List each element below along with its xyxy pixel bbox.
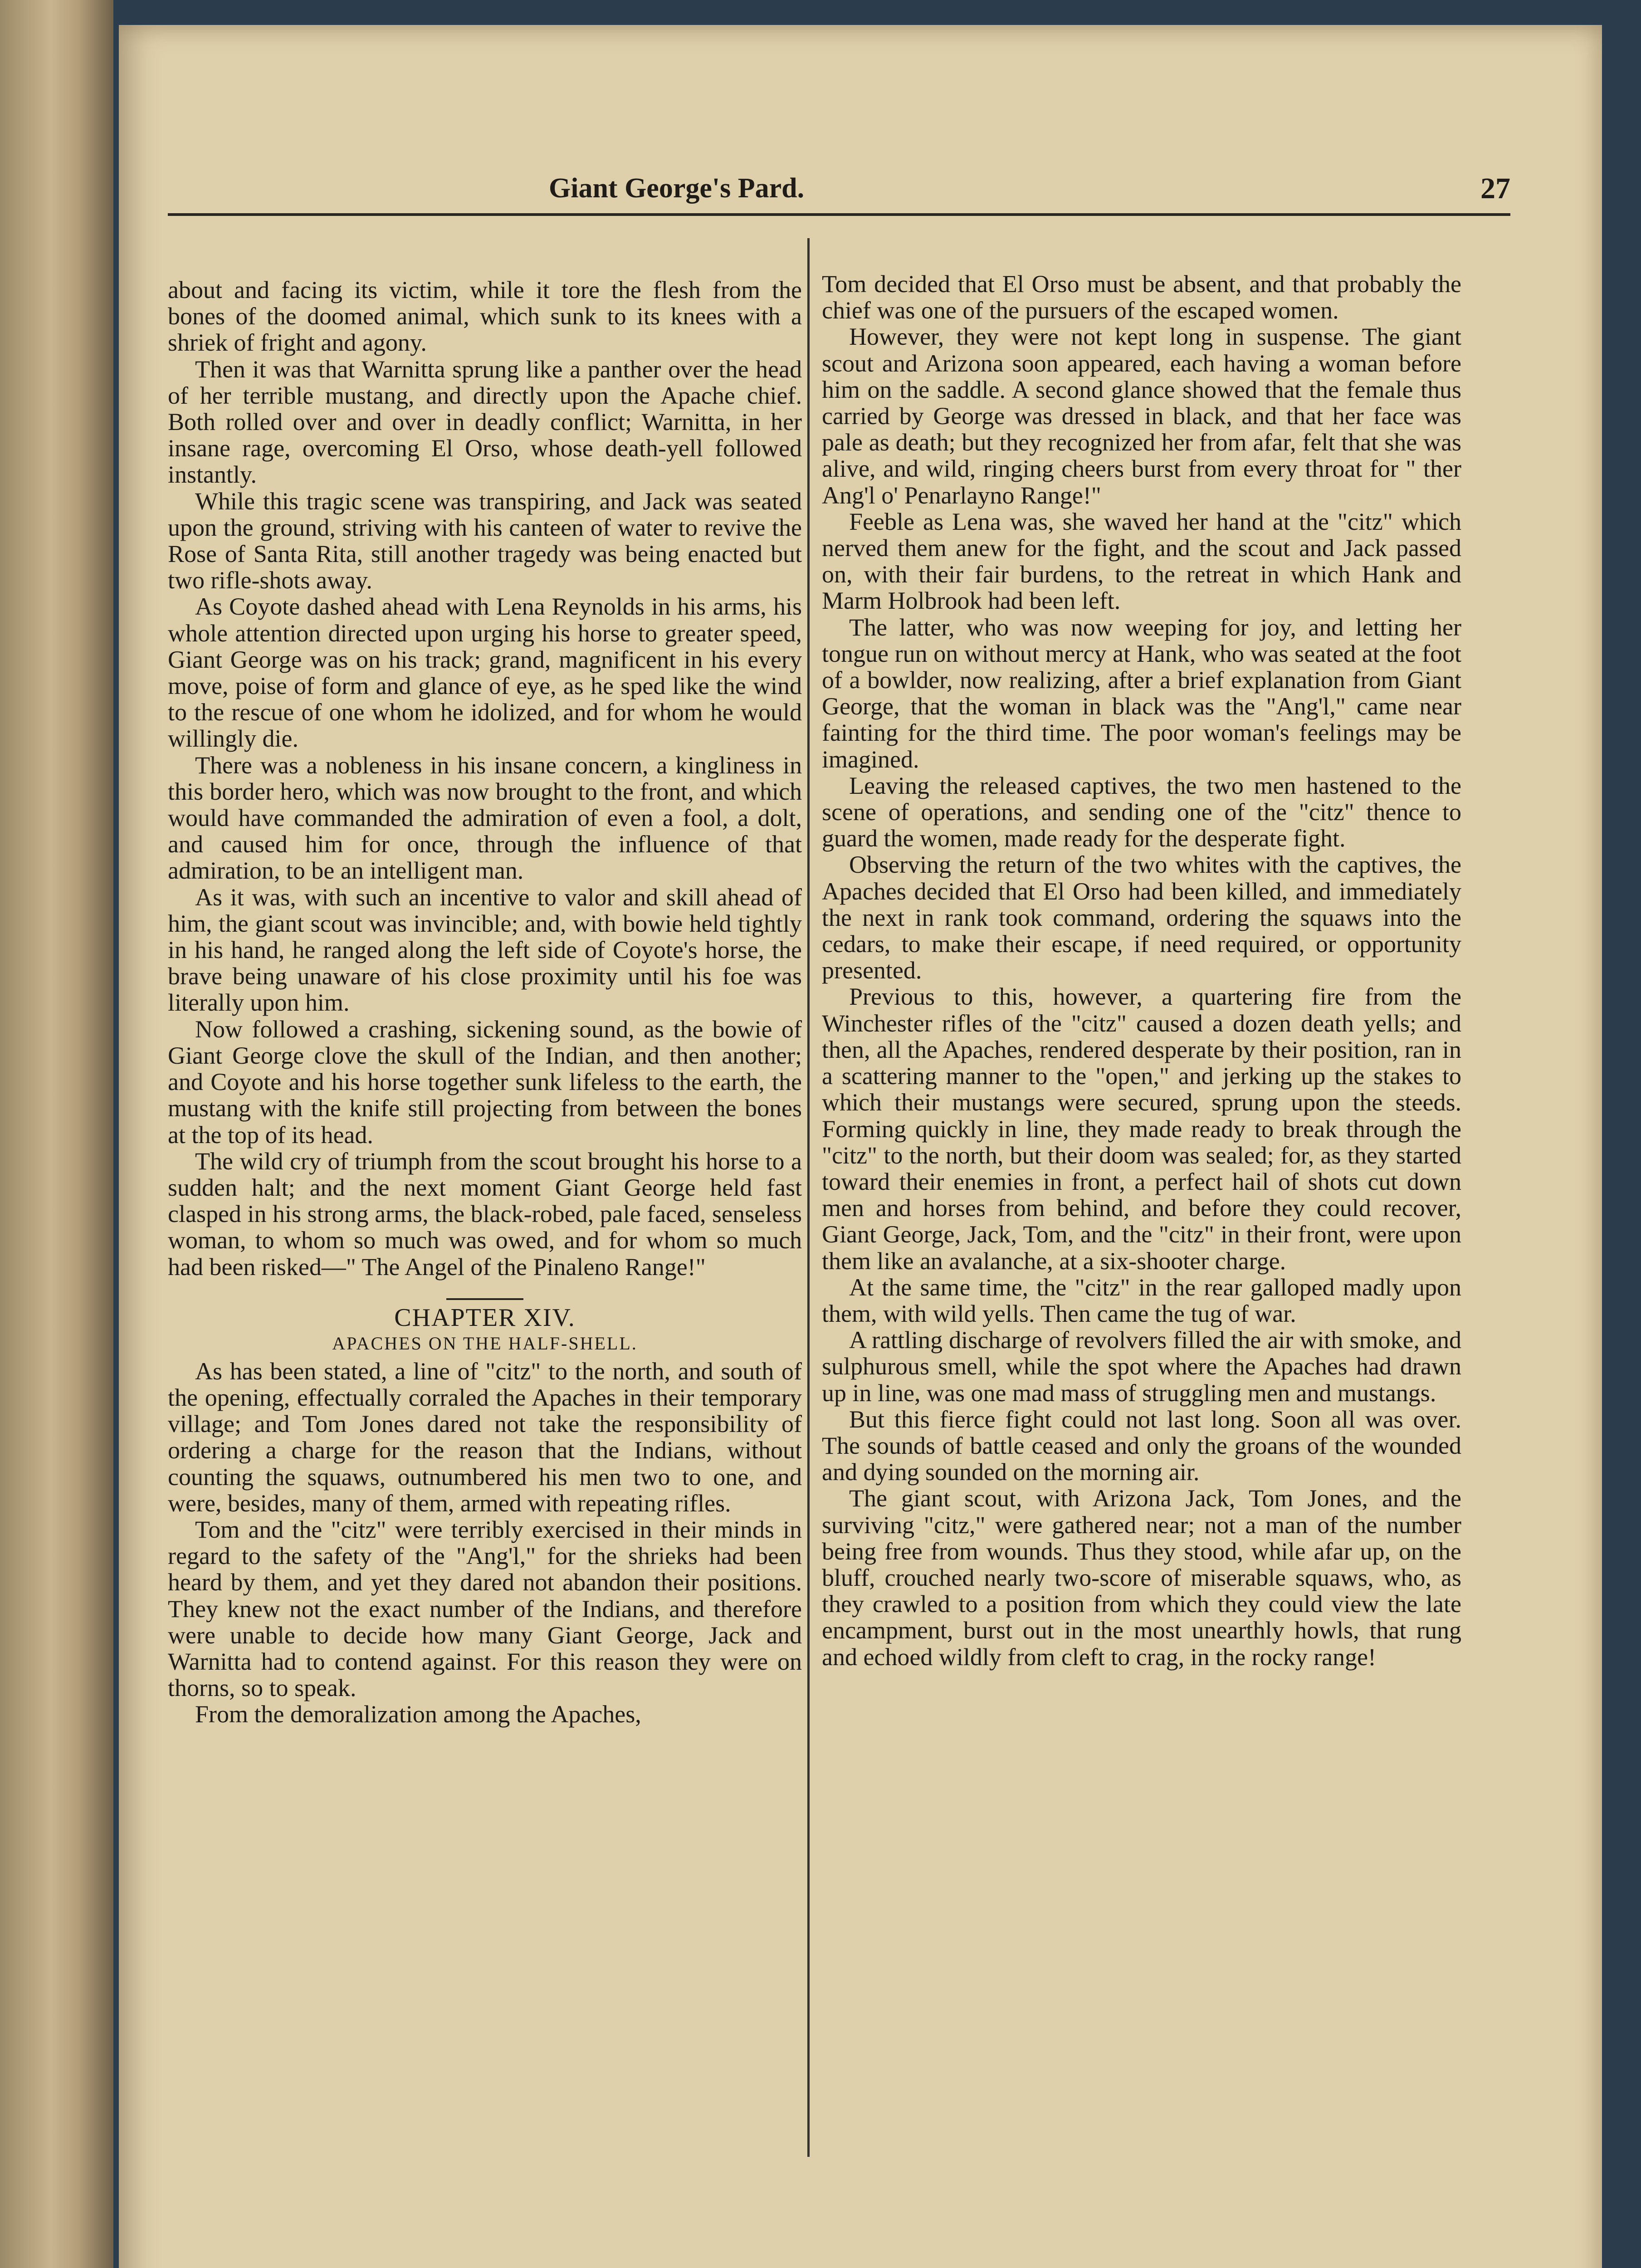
page-number: 27 — [1480, 172, 1510, 205]
book-page — [119, 25, 1602, 2268]
page-header — [168, 172, 1510, 216]
running-title: Giant George's Pard. — [549, 173, 805, 204]
paragraph: There was a nobleness in his insane concern, a kingliness in this border hero, which was now brought to the front, and which would have commanded the admiration of even a fool, a dolt, and caused him for once, through the influence of that admiration, to be an intelligent man. — [168, 751, 802, 885]
paragraph: Leaving the released captives, the two men hastened to the scene of operations, and sending one of the "citz" thence to guard the women, made ready for the desperate fight. — [822, 772, 1461, 852]
paragraph: Previous to this, however, a quartering fire from the Winchester rifles of the "citz" caused a dozen death yells; and then, all the Apaches, rendered desperate by their position, ran in a scattering manner to the "open," and jerking up the stakes to which their mustangs were secured, sprung upon the steeds. Forming quickly in line, they made ready to break through the "citz" to the north, but their doom was sealed; for, as they started toward their enemies in front, a perfect hail of shots cut down men and horses from behind, and before they could recover, Giant George, Jack, Tom, and the "citz" in their front, were upon them like an avalanche, at a six-shooter charge. — [822, 983, 1461, 1275]
paragraph: Tom and the "citz" were terribly exercised in their minds in regard to the safety of the "Ang'l," for the shrieks had been heard by them, and yet they dared not abandon their positions. They knew not the exact number of the Indians, and therefore were unable to decide how many Giant George, Jack and Warnitta had to contend against. For this reason they were on thorns, so to speak. — [168, 1515, 802, 1702]
paragraph: Then it was that Warnitta sprung like a panther over the head of her terrible mustang, and directly upon the Apache chief. Both rolled over and over in deadly conflict; Warnitta, in her insane rage, overcoming El Orso, whose death-yell followed instantly. — [168, 355, 802, 489]
paragraph: about and facing its victim, while it tore the flesh from the bones of the doomed animal, which sunk to its knees with a shriek of fright and agony. — [168, 276, 802, 357]
paragraph: As it was, with such an incentive to valor and skill ahead of him, the giant scout was invincible; and, with bowie held tightly in his hand, he ranged along the left side of Coyote's horse, the brave being unaware of his close proximity until his foe was literally upon him. — [168, 883, 802, 1017]
paragraph: The wild cry of triumph from the scout brought his horse to a sudden halt; and the next moment Giant George held fast clasped in his strong arms, the black-robed, pale faced, senseless woman, to whom so much was owed, and for whom so much had been risked—" The Angel of the Pinaleno Range!" — [168, 1147, 802, 1281]
column-divider — [807, 238, 810, 2157]
right-column — [822, 271, 1461, 1670]
paragraph: A rattling discharge of revolvers filled the air with smoke, and sulphurous smell, while the spot where the Apaches had drawn up in line, was one mad mass of struggling men and mustangs. — [822, 1326, 1461, 1407]
paragraph: From the demoralization among the Apaches, — [195, 1701, 641, 1728]
paragraph: But this fierce fight could not last long. Soon all was over. The sounds of battle ceased and only the groans of the wounded and dying sounded on the morning air. — [822, 1405, 1461, 1486]
book-spine — [0, 0, 113, 2268]
paragraph: Feeble as Lena was, she waved her hand at the "citz" which nerved them anew for the fight, and the scout and Jack passed on, with their fair burdens, to the retreat in which Hank and Marm Holbrook had been left. — [822, 508, 1461, 615]
paragraph: The latter, who was now weeping for joy, and letting her tongue run on without mercy at Hank, who was seated at the foot of a bowlder, now realizing, after a brief explanation from Giant George, that the woman in black was the "Ang'l," came near fainting for the third time. The poor woman's feelings may be imagined. — [822, 613, 1461, 773]
paragraph: Now followed a crashing, sickening sound, as the bowie of Giant George clove the skull of the Indian, and then another; and Coyote and his horse together sunk lifeless to the earth, the mustang with the knife still projecting from between the bones at the top of its head. — [168, 1015, 802, 1149]
paragraph: Observing the return of the two whites with the captives, the Apaches decided that El Orso had been killed, and immediately the next in rank took command, ordering the squaws into the cedars, to make their escape, if need required, or opportunity presented. — [822, 851, 1461, 984]
paragraph: At the same time, the "citz" in the rear galloped madly upon them, with wild yells. Then came the tug of war. — [822, 1273, 1461, 1327]
paragraph: Tom decided that El Orso must be absent, and that probably the chief was one of the pursuers of the escaped women. — [822, 270, 1461, 324]
paragraph: However, they were not kept long in suspense. The giant scout and Arizona soon appeared, each having a woman before him on the saddle. A second glance showed that the female thus carried by George was dressed in black, and that her face was pale as death; but they recognized her from afar, felt that she was alive, and wild, ringing cheers burst from every throat for " ther Ang'l o' Penarlayno Range!" — [822, 323, 1461, 509]
chapter-heading — [168, 1298, 802, 1354]
chapter-subtitle: APACHES ON THE HALF-SHELL. — [332, 1333, 638, 1354]
left-column — [168, 277, 802, 1728]
paragraph: As has been stated, a line of "citz" to the north, and south of the opening, effectually corraled the Apaches in their temporary village; and Tom Jones dared not take the responsibility of ordering a charge for the reason that the Indians, without counting the squaws, outnumbered his men two to one, and were, besides, many of them, armed with repeating rifles. — [168, 1357, 802, 1517]
chapter-rule — [446, 1298, 523, 1300]
paragraph: As Coyote dashed ahead with Lena Reynolds in his arms, his whole attention directed upon urging his horse to greater speed, Giant George was on his track; grand, magnificent in his every move, poise of form and glance of eye, as he sped like the wind to the rescue of one whom he idolized, and for whom he would willingly die. — [168, 593, 802, 753]
paragraph: The giant scout, with Arizona Jack, Tom Jones, and the surviving "citz," were gathered near; not a man of the number being free from wounds. Thus they stood, while afar up, on the bluff, crouched nearly two-score of miserable squaws, who, as they crawled to a position from which they could view the late encampment, burst out in the most unearthly howls, that rung and echoed wildly from cleft to crag, in the rocky range! — [822, 1485, 1461, 1671]
paragraph: While this tragic scene was transpiring, and Jack was seated upon the ground, striving with his canteen of water to revive the Rose of Santa Rita, still another tragedy was being enacted but two rifle-shots away. — [168, 487, 802, 594]
chapter-title: CHAPTER XIV. — [394, 1303, 576, 1332]
